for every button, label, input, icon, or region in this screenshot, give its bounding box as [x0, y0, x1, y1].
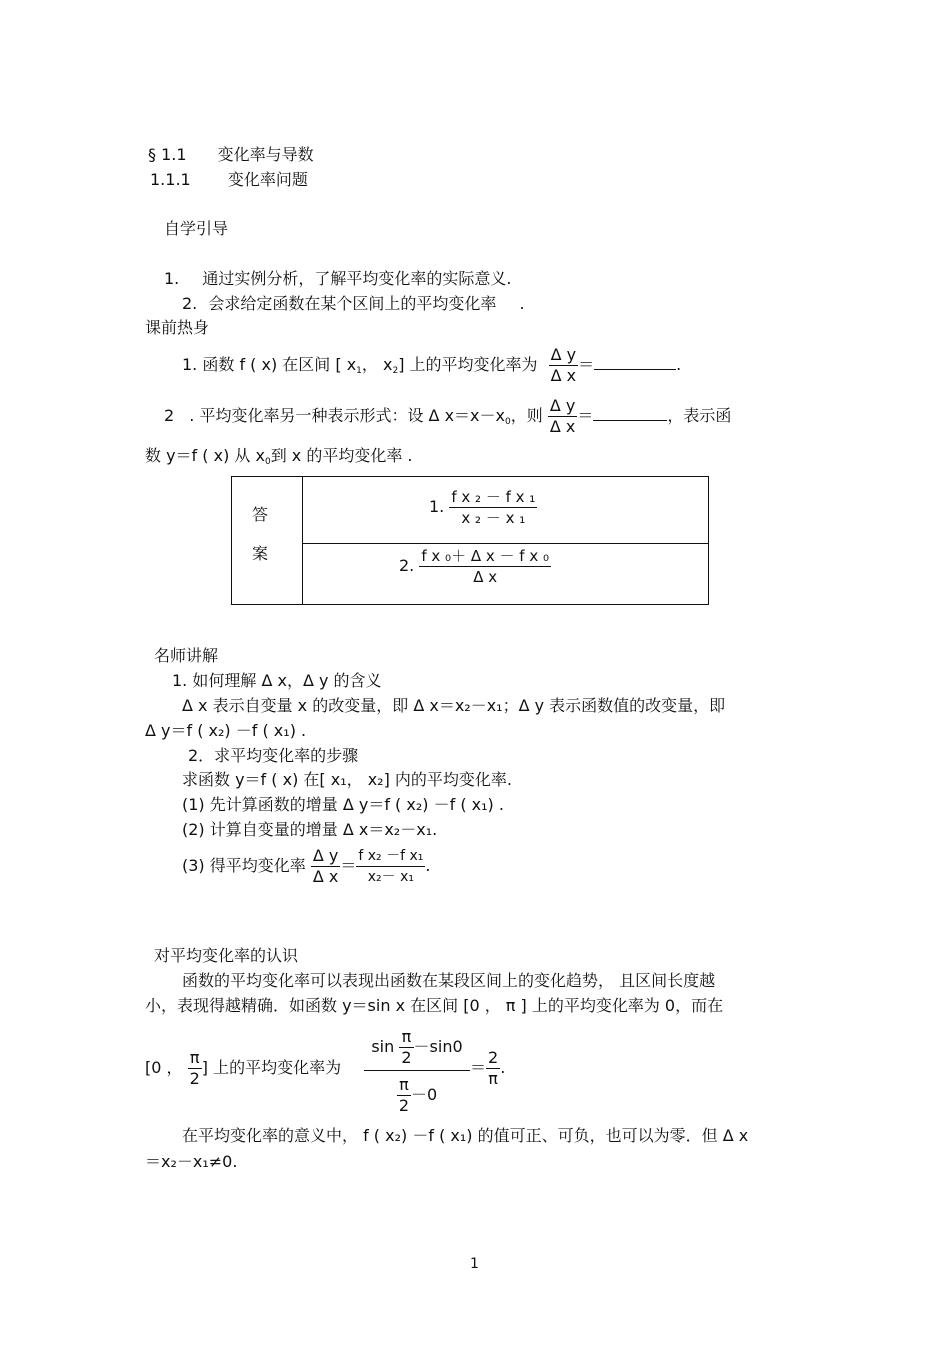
lecture-point-1-heading: 1. 如何理解 Δ x，Δ y 的含义 [172, 671, 382, 690]
answer-blank[interactable] [593, 406, 667, 421]
lecture-point-2-heading: 2．求平均变化率的步骤 [188, 746, 359, 765]
sine-difference-denominator: $\frac{\pi}{2}$ －0 [364, 1070, 470, 1119]
sine-difference-numerator: sin $\frac{\pi}{2}$ －sin0 [371, 1027, 463, 1067]
sine-difference-fraction [364, 1024, 470, 1119]
warmup-title: 课前热身 [145, 318, 210, 337]
page-number: 1 [470, 1256, 479, 1272]
half-pi-interval: [0 ， $\frac{\pi}{2}$ ] 上的平均变化率为 [145, 1048, 342, 1088]
delta-fraction: $\frac{\text{Δ y}}{\text{Δ x}}$ [312, 846, 339, 886]
warmup-question-2: 2 . 平均变化率另一种表示形式：设 Δ x＝x－x0，则 $\frac{\text{Δ y}}{\text{Δ x}}$ ＝ ，表示函 [164, 396, 732, 436]
two-over-pi-fraction: $\frac{2}{\pi}$ [488, 1048, 499, 1088]
lecture-title: 名师讲解 [154, 646, 219, 665]
understanding-title: 对平均变化率的认识 [154, 946, 299, 965]
answer-label-cell [232, 477, 303, 604]
subsection-number: 1.1.1 [150, 170, 191, 189]
answer-2-label: 2. [399, 556, 415, 575]
section-number: § 1.1 [148, 145, 187, 164]
section-heading [148, 145, 314, 165]
lecture-step-2: (2) 计算自变量的增量 Δ x＝x₂－x₁. [182, 820, 438, 839]
self-study-item-2: 2. 会求给定函数在某个区间上的平均变化率 . [182, 294, 525, 313]
section-title: 变化率与导数 [217, 145, 314, 164]
delta-fraction: $\frac{\text{Δ y}}{\text{Δ x}}$ [550, 345, 577, 385]
answer-label-top: 答 [252, 505, 269, 524]
lecture-point-1-line-2: Δ y＝f ( x₂) －f ( x₁) . [145, 721, 307, 740]
answer-row-2 [303, 544, 708, 604]
subsection-title: 变化率问题 [227, 170, 308, 189]
answer-1-label: 1. [429, 497, 445, 516]
answer-label-bottom: 案 [252, 544, 269, 563]
understanding-line-5: ＝x₂－x₁≠0. [145, 1152, 238, 1171]
answer-row-1 [303, 477, 708, 544]
subsection-heading [150, 170, 308, 190]
lecture-point-1-line-1: Δ x 表示自变量 x 的改变量，即 Δ x＝x₂－x₁；Δ y 表示函数值的改变量，即 [182, 696, 726, 715]
lecture-step-1: (1) 先计算函数的增量 Δ y＝f ( x₂) －f ( x₁) . [182, 795, 504, 814]
warmup-question-2-cont: 数 y＝f ( x) 从 x0到 x 的平均变化率 . [145, 446, 413, 467]
answer-1-fraction: $\frac{\text{f x ₂ － f x ₁}}{\text{x ₂ － x ₁}}$ [451, 488, 536, 527]
understanding-line-2: 小，表现得越精确．如函数 y＝sin x 在区间 [0 ， π ] 上的平均变化率为 0，而在 [145, 996, 724, 1015]
lecture-step-3: (3) 得平均变化率 $\frac{\text{Δ y}}{\text{Δ x}}$ ＝ $\frac{\text{f x₂ －f x₁}}{\text{x₂－ x₁}}$ . [182, 846, 431, 886]
understanding-line-4: 在平均变化率的意义中， f ( x₂) －f ( x₁) 的值可正、可负，也可以为零．但 Δ x [182, 1126, 749, 1145]
sine-difference-result: ＝ $\frac{2}{\pi}$ . [470, 1048, 506, 1088]
step-3-fraction: $\frac{\text{f x₂ －f x₁}}{\text{x₂－ x₁}}$ [358, 848, 424, 885]
understanding-line-1: 函数的平均变化率可以表现出函数在某段区间上的变化趋势， 且区间长度越 [182, 971, 716, 990]
pi-over-2-fraction: $\frac{\pi}{2}$ [189, 1048, 200, 1088]
answer-blank[interactable] [594, 355, 676, 370]
delta-fraction: $\frac{\text{Δ y}}{\text{Δ x}}$ [549, 396, 576, 436]
warmup-question-1: 1. 函数 f ( x) 在区间 [ x1， x2] 上的平均变化率为 $\frac{\text{Δ y}}{\text{Δ x}}$ ＝ . [182, 345, 682, 385]
answer-table [231, 476, 709, 605]
self-study-item-1: 1. 通过实例分析，了解平均变化率的实际意义. [164, 269, 512, 288]
lecture-point-2-line-1: 求函数 y＝f ( x) 在[ x₁， x₂] 内的平均变化率. [182, 770, 512, 789]
self-study-title: 自学引导 [164, 219, 229, 238]
answer-2-fraction: $\frac{\text{f x ₀＋ Δ x － f x ₀}}{\text{Δ x}}$ [421, 547, 549, 586]
